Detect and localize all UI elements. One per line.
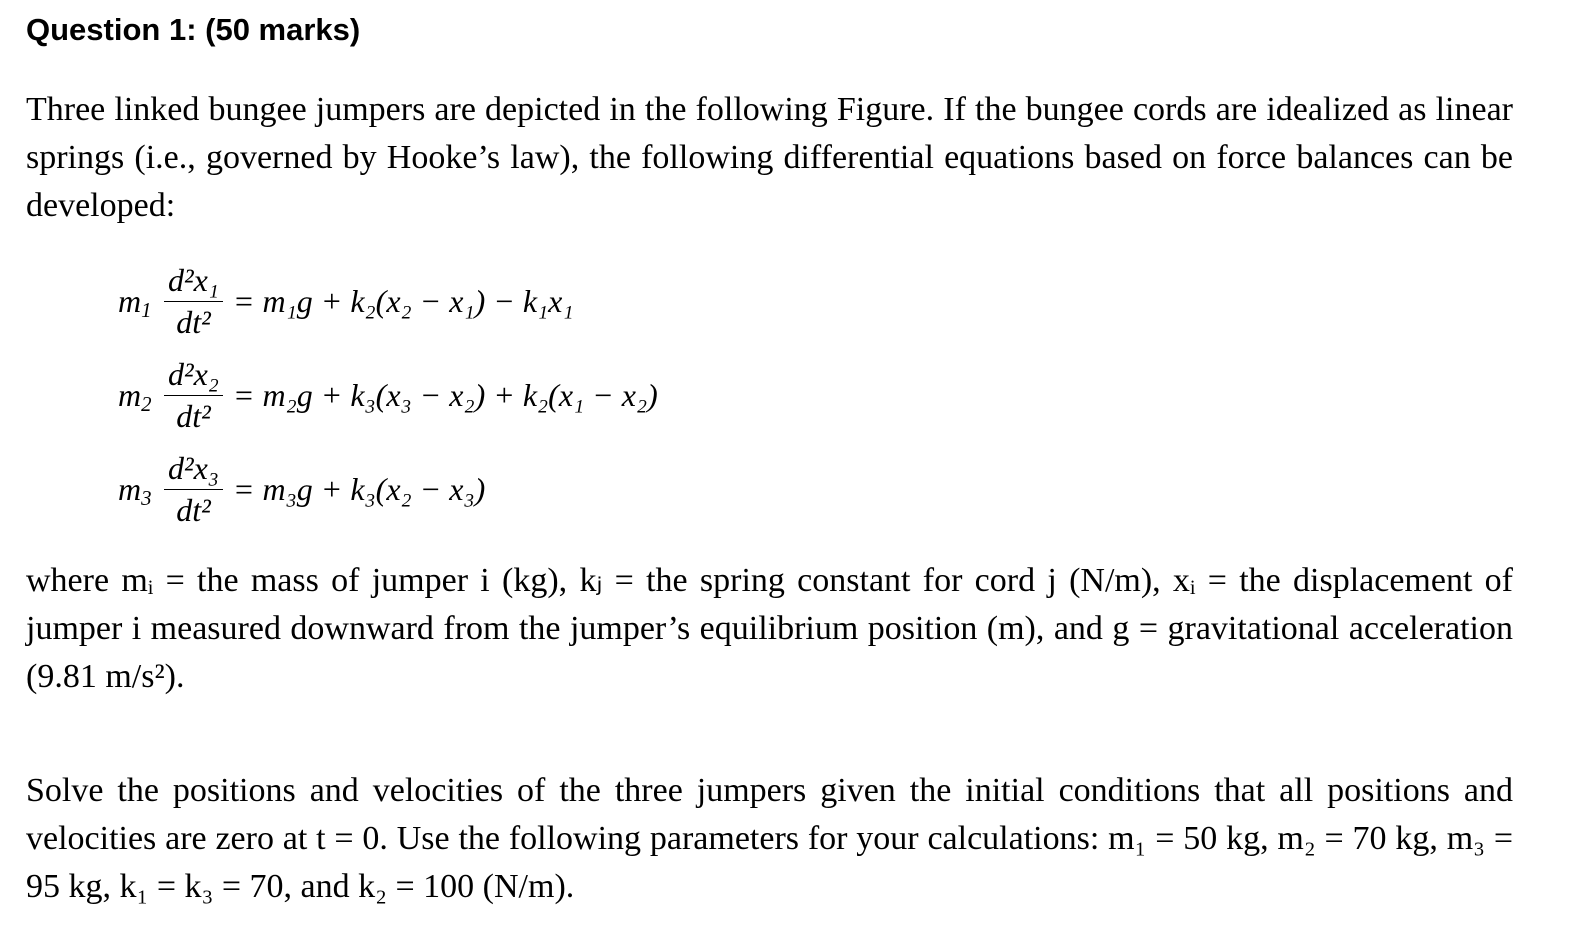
- equation-3-denominator: dt²: [176, 492, 211, 528]
- task-paragraph: Solve the positions and velocities of the three jumpers given the initial conditions that all positions and velocities are zero at t = 0. Use the following parameters for your calculations: m₁ = 50 kg, m₂ = 70 kg, m₃ = 95 kg, k₁ = k₃ = 70, and k₂ = 100 (N/m).: [26, 772, 1513, 905]
- equation-2-derivative: [164, 356, 223, 435]
- equation-2: [118, 356, 658, 435]
- equation-2-numerator: d²x₂: [164, 356, 223, 396]
- equation-2-rhs: = m₂g + k₃(x₃ − x₂) + k₂(x₁ − x₂): [232, 377, 658, 413]
- equation-3-mass: $m_3$: [118, 471, 152, 511]
- equation-3-numerator: d²x₃: [164, 450, 223, 490]
- equation-2-denominator: dt²: [176, 398, 211, 434]
- equation-1-rhs: = m₁g + k₂(x₂ − x₁) − k₁x₁: [232, 283, 574, 319]
- equation-1-mass: $m_1$: [118, 283, 152, 323]
- equation-3: [118, 450, 485, 529]
- equation-3-rhs: = m₃g + k₃(x₂ − x₃): [232, 471, 486, 507]
- definitions-paragraph: where mᵢ = the mass of jumper i (kg), kⱼ = the spring constant for cord j (N/m), xᵢ = the displacement of jumper i measured downward from the jumper’s equilibrium position (m), and g = gravitational acceleration (9.81 m/s²).: [26, 562, 1513, 695]
- question-title: Question 1: (50 marks): [26, 12, 361, 47]
- equation-2-mass: $m_2$: [118, 377, 152, 417]
- equation-1-denominator: dt²: [176, 304, 211, 340]
- equation-1: [118, 262, 573, 341]
- equation-1-derivative: [164, 262, 223, 341]
- equation-1-numerator: d²x₁: [164, 262, 223, 302]
- intro-paragraph: Three linked bungee jumpers are depicted in the following Figure. If the bungee cords are idealized as linear springs (i.e., governed by Hooke’s law), the following differential equations based on force balances can be developed:: [26, 91, 1513, 224]
- equation-3-derivative: [164, 450, 223, 529]
